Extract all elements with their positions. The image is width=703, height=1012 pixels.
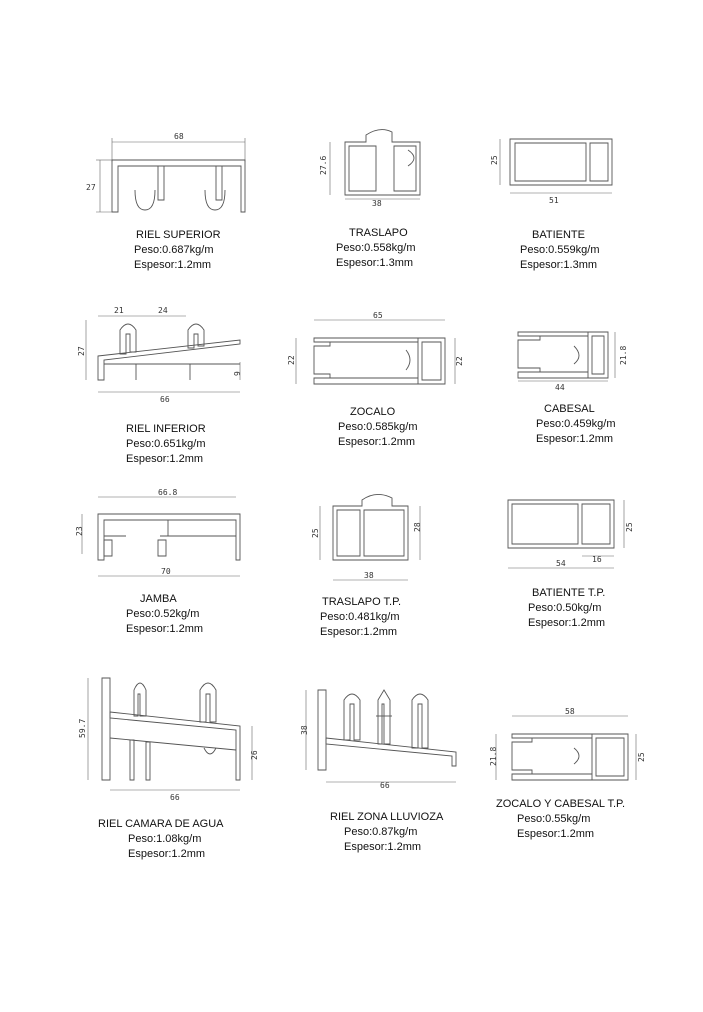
profile-name: RIEL SUPERIOR: [136, 229, 221, 241]
profile-espesor: Espesor:1.2mm: [126, 453, 204, 465]
profile-peso: Peso:0.52kg/m: [126, 608, 200, 620]
profile-espesor: Espesor:1.3mm: [336, 257, 414, 269]
profile-espesor: Espesor:1.2mm: [126, 623, 204, 635]
profile-peso: Peso:0.585kg/m: [338, 421, 418, 433]
profile-espesor: Espesor:1.2mm: [344, 841, 422, 853]
profile-name: JAMBA: [140, 593, 177, 605]
profile-peso: Peso:1.08kg/m: [128, 833, 202, 845]
svg-text:25: 25: [625, 522, 634, 532]
svg-text:38: 38: [372, 199, 382, 208]
svg-text:27.6: 27.6: [319, 155, 328, 175]
svg-text:66: 66: [380, 781, 390, 790]
svg-text:65: 65: [373, 311, 383, 320]
profile-name: BATIENTE T.P.: [532, 587, 606, 599]
svg-text:9: 9: [233, 371, 242, 376]
svg-text:59.7: 59.7: [78, 718, 87, 738]
svg-text:22: 22: [455, 356, 464, 366]
profile-name: BATIENTE: [532, 229, 585, 241]
profile-espesor: Espesor:1.2mm: [320, 626, 398, 638]
profile-peso: Peso:0.55kg/m: [517, 813, 591, 825]
profile-name: ZOCALO Y CABESAL T.P.: [496, 798, 626, 810]
svg-text:38: 38: [300, 725, 309, 735]
profile-espesor: Espesor:1.2mm: [128, 848, 206, 860]
profile-peso: Peso:0.459kg/m: [536, 418, 616, 430]
svg-text:21.8: 21.8: [489, 746, 498, 766]
svg-text:25: 25: [490, 155, 499, 165]
svg-text:54: 54: [556, 559, 566, 568]
svg-text:25: 25: [637, 752, 646, 762]
svg-text:27: 27: [77, 346, 86, 356]
svg-text:44: 44: [555, 383, 565, 392]
svg-text:23: 23: [75, 526, 84, 536]
profile-peso: Peso:0.559kg/m: [520, 244, 600, 256]
profile-peso: Peso:0.558kg/m: [336, 242, 416, 254]
profile-name: ZOCALO: [350, 406, 396, 418]
svg-text:28: 28: [413, 522, 422, 532]
svg-text:66.8: 66.8: [158, 488, 178, 497]
svg-text:16: 16: [592, 555, 602, 564]
caption-zocalo-y-cabesal-tp: [496, 797, 625, 842]
svg-text:22: 22: [287, 355, 296, 365]
svg-text:25: 25: [311, 528, 320, 538]
svg-text:70: 70: [161, 567, 171, 576]
profile-name: RIEL ZONA LLUVIOZA: [330, 811, 444, 823]
svg-text:27: 27: [86, 183, 96, 192]
profile-peso: Peso:0.651kg/m: [126, 438, 206, 450]
profile-espesor: Espesor:1.2mm: [517, 828, 595, 840]
svg-text:21.8: 21.8: [619, 345, 628, 365]
profile-name: RIEL INFERIOR: [126, 423, 206, 435]
svg-text:26: 26: [250, 750, 259, 760]
svg-text:38: 38: [364, 571, 374, 580]
profile-name: TRASLAPO: [349, 227, 408, 239]
profile-name: TRASLAPO T.P.: [322, 596, 402, 608]
profile-peso: Peso:0.481kg/m: [320, 611, 400, 623]
profile-espesor: Espesor:1.3mm: [520, 259, 598, 271]
profile-peso: Peso:0.687kg/m: [134, 244, 214, 256]
profile-peso: Peso:0.50kg/m: [528, 602, 602, 614]
svg-text:51: 51: [549, 196, 559, 205]
profile-name: CABESAL: [544, 403, 595, 415]
profile-espesor: Espesor:1.2mm: [134, 259, 212, 271]
profile-espesor: Espesor:1.2mm: [338, 436, 416, 448]
profile-peso: Peso:0.87kg/m: [344, 826, 418, 838]
svg-text:58: 58: [565, 707, 575, 716]
svg-text:66: 66: [170, 793, 180, 802]
profile-espesor: Espesor:1.2mm: [528, 617, 606, 629]
profile-name: RIEL CAMARA DE AGUA: [98, 818, 224, 830]
svg-text:21: 21: [114, 306, 124, 315]
svg-text:66: 66: [160, 395, 170, 404]
svg-text:68: 68: [174, 132, 184, 141]
svg-text:24: 24: [158, 306, 168, 315]
profile-espesor: Espesor:1.2mm: [536, 433, 614, 445]
